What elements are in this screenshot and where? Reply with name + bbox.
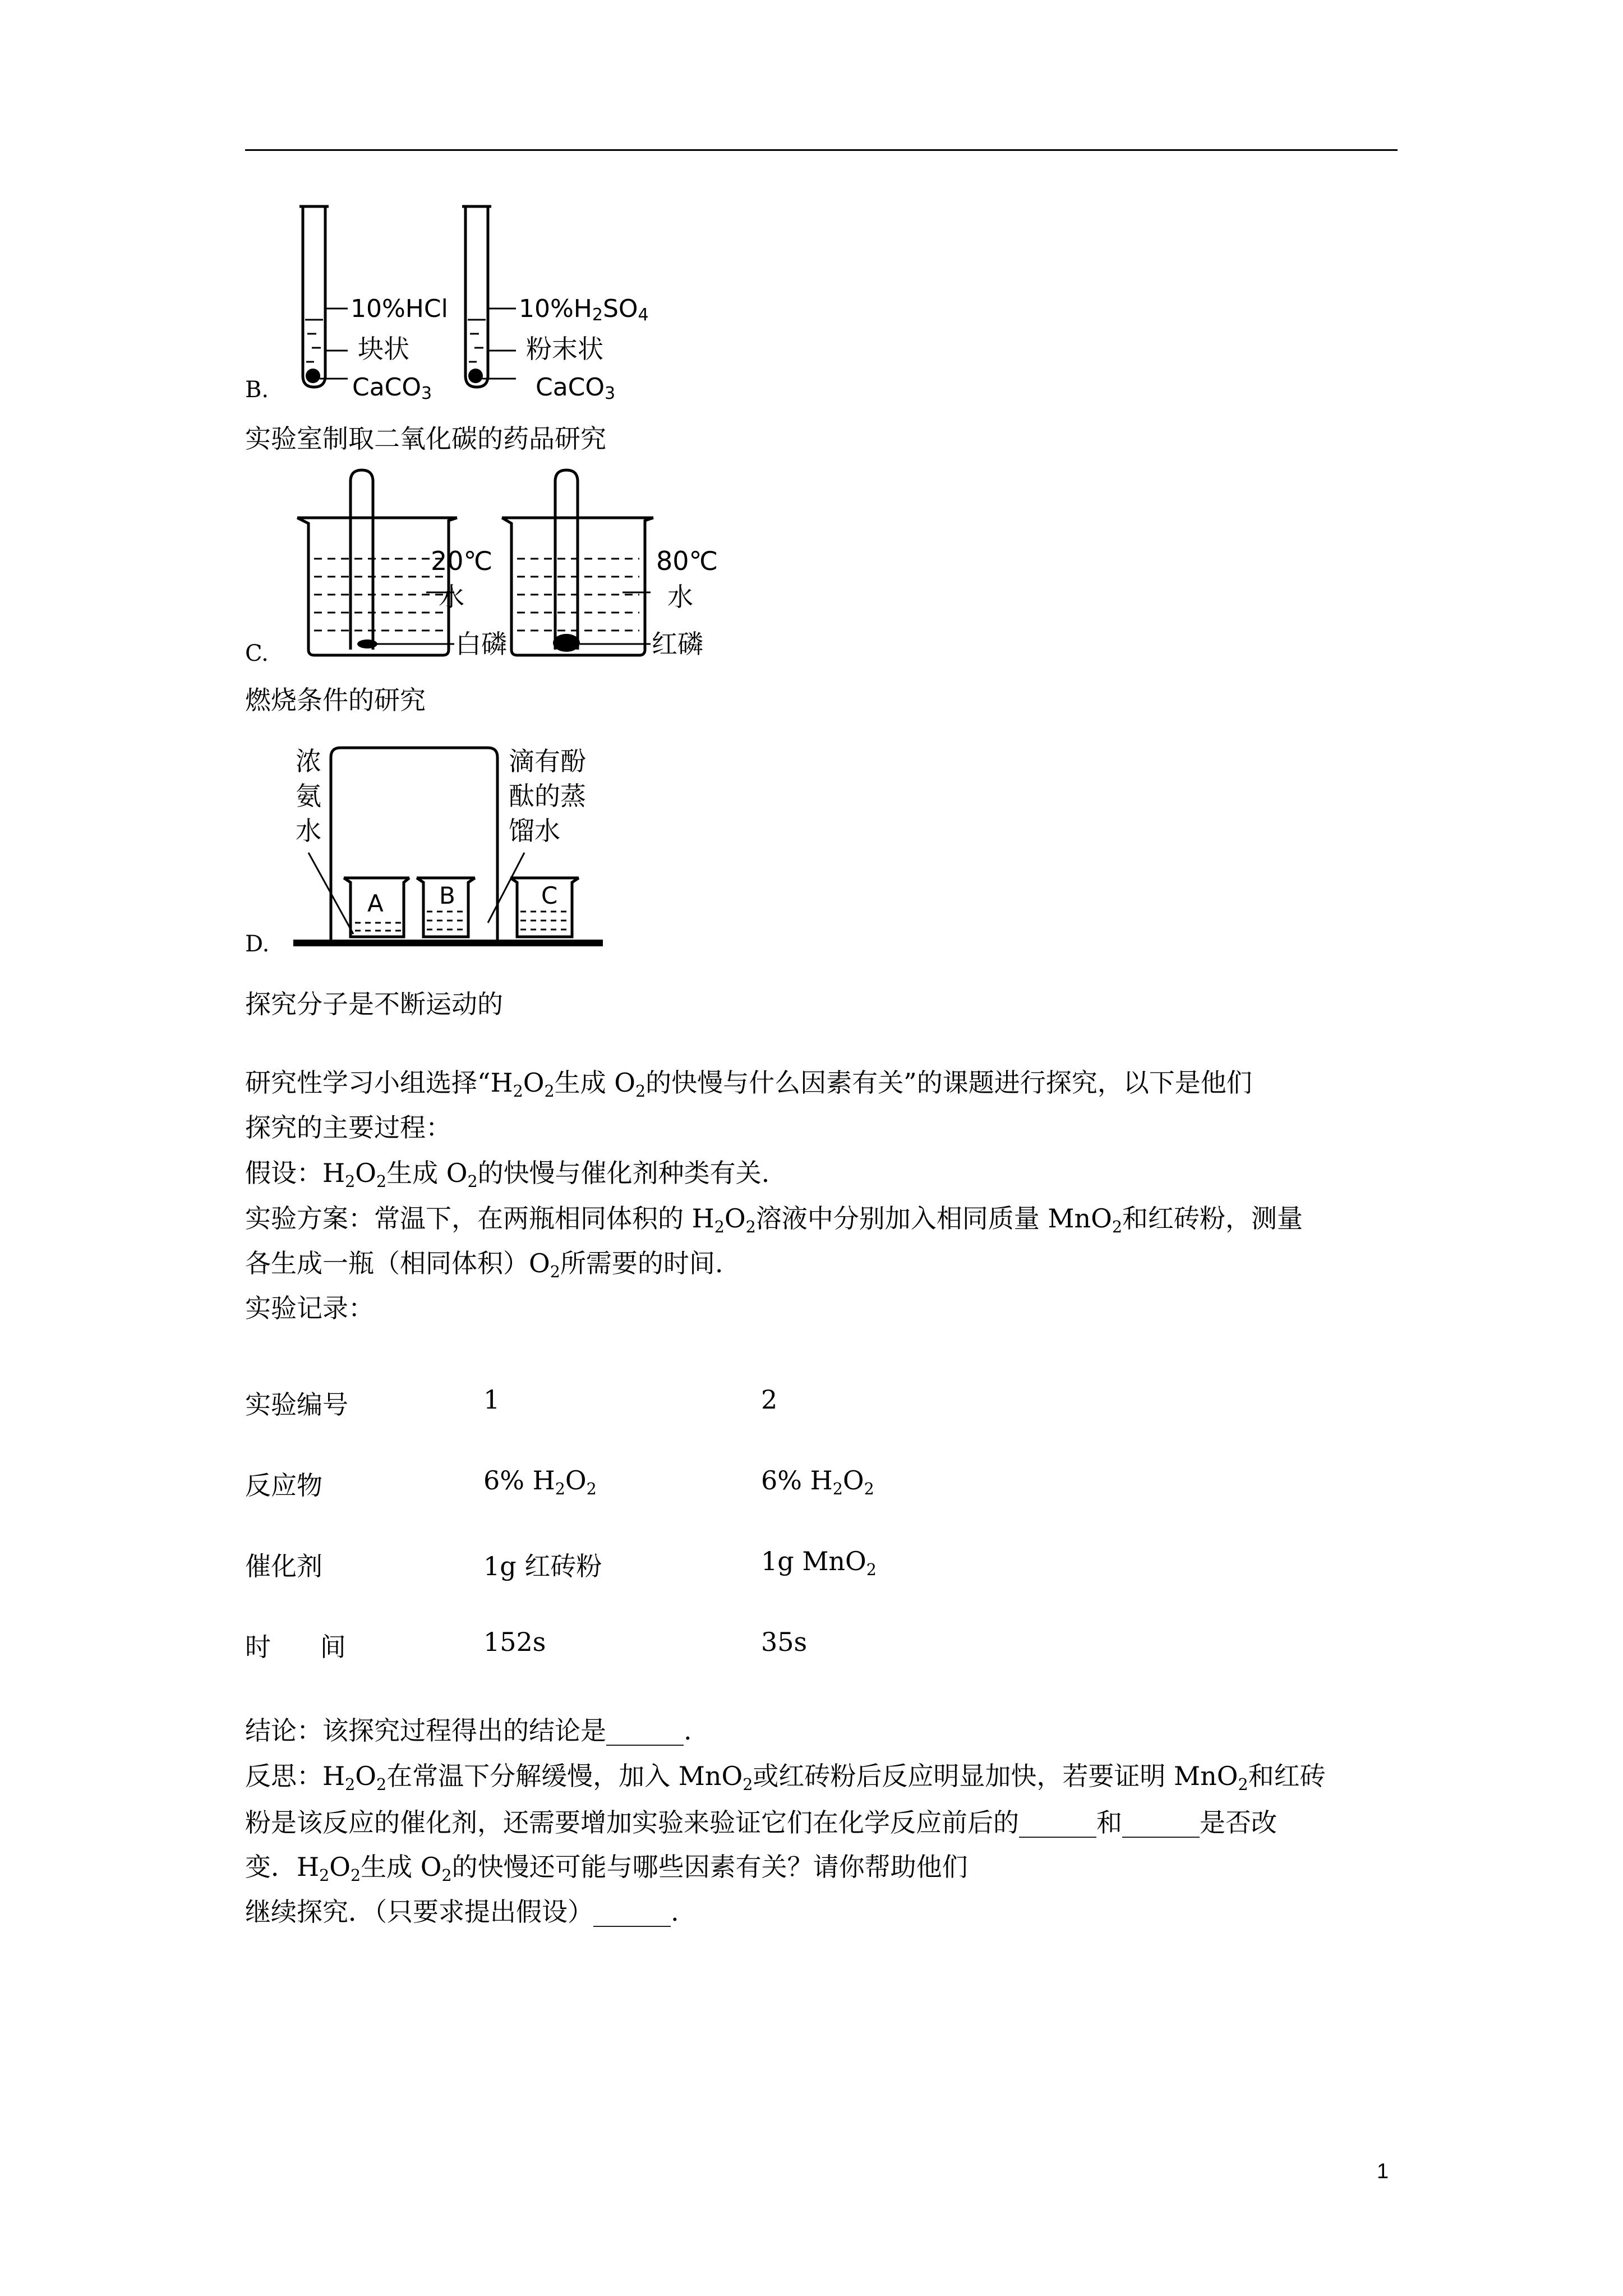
phenol-label-2: 酞的蒸 bbox=[509, 781, 586, 811]
reflection-line-3: 变．H2O2生成 O2的快慢还可能与哪些因素有关？请你帮助他们 bbox=[245, 1852, 968, 1885]
table-row-label: 时 间 bbox=[245, 1632, 346, 1662]
ammonia-label-1: 浓 bbox=[296, 746, 321, 776]
table-cell: 1g 红砖粉 bbox=[483, 1551, 602, 1581]
phenol-label-3: 馏水 bbox=[509, 816, 560, 846]
beaker2-water: 水 bbox=[667, 582, 693, 612]
caco3-powder bbox=[468, 369, 483, 383]
table-cell: 1g MnO2 bbox=[761, 1546, 877, 1580]
base-plate bbox=[293, 940, 603, 946]
bell-jar bbox=[331, 748, 497, 945]
plan-line-1: 实验方案：常温下，在两瓶相同体积的 H2O2溶液中分别加入相同质量 MnO2和红砖粉，测量 bbox=[245, 1203, 1303, 1237]
table-cell: 1 bbox=[483, 1384, 500, 1415]
table-cell: 6% H2O2 bbox=[761, 1465, 874, 1499]
table-row-label: 反应物 bbox=[245, 1470, 322, 1501]
option-d-label: D. bbox=[245, 931, 270, 957]
table-row-label: 实验编号 bbox=[245, 1389, 348, 1420]
beaker1-temp: 20℃ bbox=[431, 546, 493, 576]
record-label: 实验记录： bbox=[245, 1293, 374, 1323]
hypothesis: 假设：H2O2生成 O2的快慢与催化剂种类有关. bbox=[245, 1158, 770, 1191]
table-cell: 35s bbox=[761, 1627, 808, 1657]
table-cell: 6% H2O2 bbox=[483, 1465, 597, 1499]
tube1-caco3-label: CaCO3 bbox=[352, 373, 432, 403]
option-d-caption: 探究分子是不断运动的 bbox=[245, 989, 503, 1019]
intro-line-1: 研究性学习小组选择“H2O2生成 O2的快慢与什么因素有关”的课题进行探究，以下是他们 bbox=[245, 1068, 1252, 1101]
tube1-solid-label: 块状 bbox=[358, 334, 409, 364]
option-b-caption: 实验室制取二氧化碳的药品研究 bbox=[245, 424, 606, 454]
beaker2-temp: 80℃ bbox=[656, 546, 718, 576]
beaker2-solid: 红磷 bbox=[652, 629, 703, 659]
beaker1-water: 水 bbox=[439, 582, 464, 612]
table-row-label: 催化剂 bbox=[245, 1551, 322, 1581]
white-phosphorus bbox=[357, 639, 377, 648]
reflection-line-2: 粉是该反应的催化剂，还需要增加实验来验证它们在化学反应前后的______和______是否改 bbox=[245, 1807, 1277, 1838]
water-1 bbox=[314, 559, 443, 631]
option-b-label: B. bbox=[245, 377, 269, 403]
option-d-figure bbox=[289, 743, 648, 959]
tube2-caco3-label: CaCO3 bbox=[536, 373, 616, 403]
tube2-acid-label: 10%H2SO4 bbox=[519, 295, 649, 325]
tube1-acid-label: 10%HCl bbox=[351, 295, 448, 323]
beaker-a bbox=[344, 878, 409, 937]
option-b-figure bbox=[292, 202, 673, 404]
header-rule bbox=[245, 149, 1398, 151]
option-c-caption: 燃烧条件的研究 bbox=[245, 685, 426, 715]
beaker1-solid: 白磷 bbox=[455, 629, 507, 659]
beaker-20c bbox=[297, 518, 457, 655]
beaker-c-label: C bbox=[541, 882, 558, 909]
inverted-tube-2 bbox=[555, 470, 578, 650]
conclusion: 结论：该探究过程得出的结论是______. bbox=[245, 1715, 692, 1746]
table-cell: 2 bbox=[761, 1384, 778, 1415]
page-number: 1 bbox=[1377, 2160, 1389, 2183]
tube2-solid-label: 粉末状 bbox=[526, 334, 603, 364]
reflection-line-4: 继续探究．（只要求提出假设）______. bbox=[245, 1897, 679, 1927]
option-c-figure bbox=[292, 464, 729, 666]
red-phosphorus bbox=[553, 634, 580, 652]
option-c-label: C. bbox=[245, 641, 269, 666]
plan-line-2: 各生成一瓶（相同体积）O2所需要的时间. bbox=[245, 1248, 723, 1282]
beaker-a-label: A bbox=[367, 890, 384, 917]
inverted-tube-1 bbox=[351, 470, 373, 650]
reflection-line-1: 反思：H2O2在常温下分解缓慢，加入 MnO2或红砖粉后反应明显加快，若要证明 MnO2和红砖 bbox=[245, 1761, 1326, 1795]
caco3-lump bbox=[306, 369, 320, 383]
beaker-b-label: B bbox=[439, 882, 455, 909]
ammonia-label-3: 水 bbox=[296, 816, 321, 846]
beaker-b bbox=[417, 878, 475, 937]
test-tube-h2so4 bbox=[462, 206, 491, 387]
intro-line-2: 探究的主要过程： bbox=[245, 1112, 451, 1143]
table-cell: 152s bbox=[483, 1627, 546, 1657]
ammonia-label-2: 氨 bbox=[296, 781, 321, 811]
beaker-c bbox=[510, 878, 579, 937]
test-tube-hcl bbox=[299, 206, 329, 387]
phenol-label-1: 滴有酚 bbox=[509, 746, 586, 776]
